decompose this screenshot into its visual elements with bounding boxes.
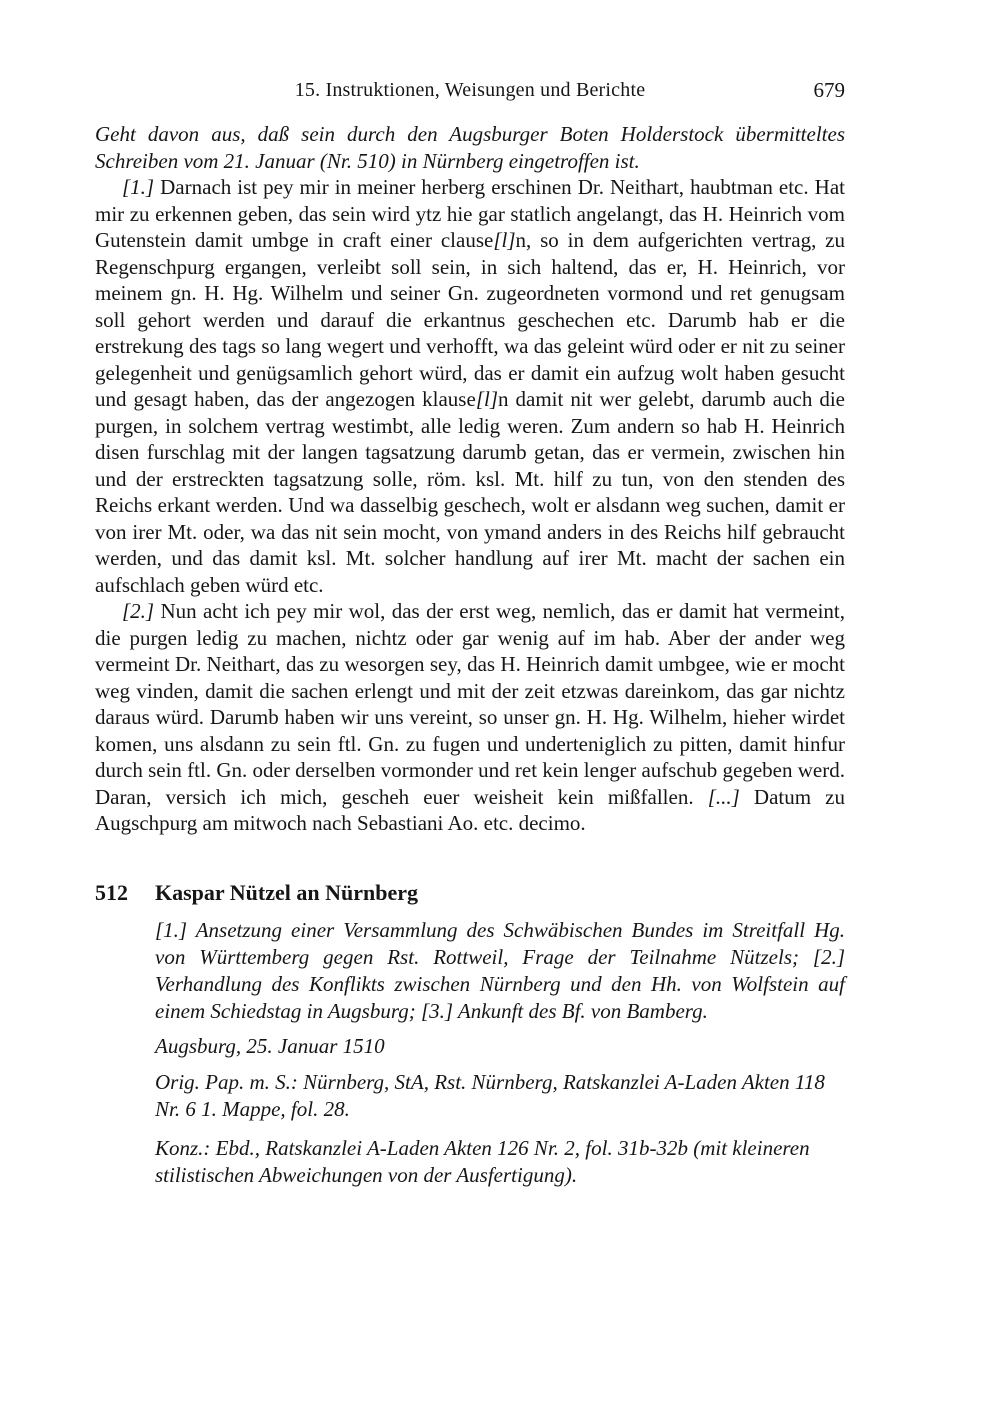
entry-regest: [1.] Ansetzung einer Versammlung des Schwäbischen Bundes im Streitfall Hg. von Württemberg gegen Rst. Rottweil, Frage der Teilnahme Nützels; [2.] Verhandlung des Konflikts zwischen Nürnberg und den Hh. von Wolfstein auf einem Schiedstag in Augsburg; [3.] Ankunft des Bf. von Bamberg. xyxy=(155,917,845,1023)
editorial-insertion: [l] xyxy=(475,387,498,411)
running-header xyxy=(95,78,845,102)
entry-512 xyxy=(95,879,845,1189)
text-column xyxy=(95,78,845,1189)
entry-provenance-concept: Konz.: Ebd., Ratskanzlei A-Laden Akten 126 Nr. 2, fol. 31b-32b (mit kleineren stilistischen Abweichungen von der Ausfertigung). xyxy=(155,1135,810,1187)
entry-provenance-original: Orig. Pap. m. S.: Nürnberg, StA, Rst. Nürnberg, Ratskanzlei A-Laden Akten 118 Nr. 6 1. Mappe, fol. 28. xyxy=(155,1069,825,1121)
paragraph-marker: [2.] xyxy=(122,599,161,623)
text-segment: Darnach ist pey mir in meiner herberg erschinen Dr. Neithart, haubtman etc. Hat mir zu erkennen geben, das sein wird ytz hie gar statlich angelangt, das H. Heinrich vom Gutenstein damit umbge in craft einer clause xyxy=(95,175,845,252)
letter-text xyxy=(95,121,845,837)
text-segment: Geht davon aus, daß sein durch den Augsburger Boten Holderstock übermitteltes Schreiben vom 21. Januar (Nr. 510) in Nürnberg eingetroffen ist. xyxy=(95,122,845,173)
text-segment: n damit nit wer gelebt, darumb auch die purgen, in solchem vertrag westimbt, alle ledig weren. Zum andern so hab H. Heinrich disen furschlag mit der langen tagsatzung darumb getan, das er vermein, zwischen hin und der erstreckten tagsatzung solle, röm. ksl. Mt. hilf zu tun, von den stenden des Reichs erkant werden. Und wa dasselbig geschech, wolt er alsdann weg suchen, damit er von irer Mt. oder, wa das nit sein mocht, von ymand anders in des Reichs hilf gebraucht werden, und das damit ksl. Mt. solcher handlung auf irer Mt. macht der sachen ein aufschlach geben würd etc. xyxy=(95,387,846,597)
letter-paragraph-2 xyxy=(95,598,845,837)
letter-paragraph-1 xyxy=(95,174,845,598)
page-number: 679 xyxy=(813,78,845,102)
entry-heading xyxy=(95,879,845,907)
editorial-omission-marker: [...] xyxy=(707,784,754,809)
regest-continuation-paragraph xyxy=(95,121,845,174)
entry-title: Kaspar Nützel an Nürnberg xyxy=(155,879,418,905)
text-segment: n, so in dem aufgerichten vertrag, zu Regenschpurg ergangen, verleibt soll sein, in sich haltend, das er, H. Heinrich, vor meinem gn. H. Hg. Wilhelm und seiner Gn. zugeordneten vormond und ret genugsam soll gehort werden und darauf die erkantnus geschechen etc. Darumb hab er die erstrekung des tags so lang wegert und verhofft, wa das geleint würd oder er nit zu seiner gelegenheit und genügsamlich gehort würd, das er damit ein aufzug wolt haben gesucht und gesagt haben, das der angezogen klause xyxy=(95,228,845,411)
text-segment: Datum zu Augschpurg am mitwoch nach Sebastiani Ao. etc. decimo. xyxy=(95,784,845,835)
entry-body xyxy=(95,917,845,1189)
paragraph-marker: [1.] xyxy=(122,175,161,199)
editorial-insertion: [l] xyxy=(493,228,516,252)
entry-dateline: Augsburg, 25. Januar 1510 xyxy=(155,1033,385,1058)
running-header-title: 15. Instruktionen, Weisungen und Berichte xyxy=(294,79,646,101)
text-segment: Nun acht ich pey mir wol, das der erst weg, nemlich, das er damit hat vermeint, die purgen ledig zu machen, nichtz oder gar wenig auf im hab. Aber der ander weg vermeint Dr. Neithart, das zu wesorgen sey, das H. Heinrich damit umbgee, wie er mocht weg vinden, damit die sachen erlengt und mit der zeit etzwas dareinkom, das gar nichtz daraus würd. Darumb haben wir uns vereint, so unser gn. H. Hg. Wilhelm, hieher wirdet komen, uns alsdann zu sein ftl. Gn. zu fugen und underteniglich zu pitten, damit hinfur durch sein ftl. Gn. oder derselben vormonder und ret kein lenger aufschub gegeben werd. Daran, versich ich mich, gescheh euer weisheit kein mißfallen. xyxy=(95,599,845,809)
entry-number: 512 xyxy=(95,879,128,905)
